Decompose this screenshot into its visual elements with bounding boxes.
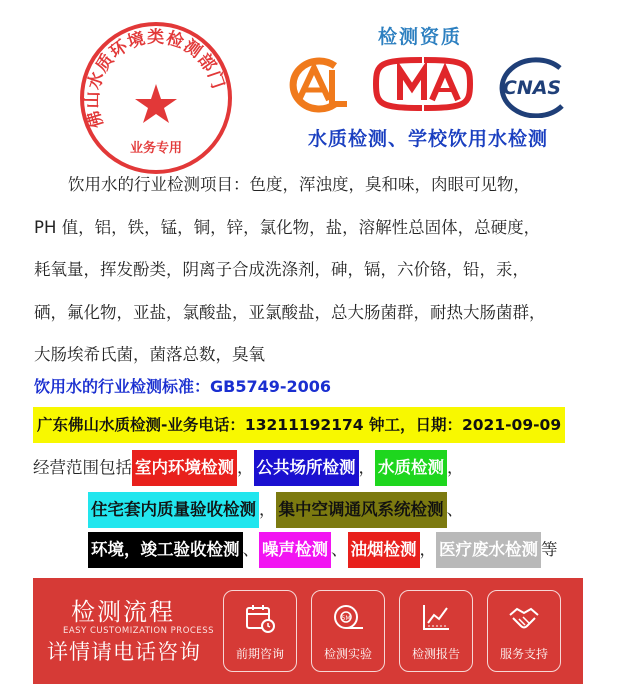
svg-text:佛山水质环境类检测部门: 佛山水质环境类检测部门 (82, 27, 229, 131)
scope-highlight: 噪声检测 (259, 532, 331, 568)
scope-separator: ， (237, 458, 254, 477)
paragraph-line: 耗氧量，挥发酚类，阴离子合成洗涤剂，砷，镉，六价铬，铅，汞， (34, 260, 529, 279)
paragraph-line: 硒，氟化物，亚盐，氯酸盐，亚氯酸盐，总大肠菌群，耐热大肠菌群， (34, 302, 546, 322)
process-banner (33, 578, 583, 684)
contact-line: 广东佛山水质检测-业务电话：13211192174 钟工，日期：2021-09-09 (33, 407, 565, 443)
svg-text:CNAS: CNAS (502, 77, 562, 99)
business-stamp (76, 18, 236, 178)
step-label: 检测实验 (323, 647, 372, 661)
stamp-seal-icon (76, 18, 236, 178)
cal-logo-icon (277, 56, 351, 114)
banner-subtitle: 详情请电话咨询 (47, 640, 201, 664)
step-experiment (311, 590, 385, 672)
svg-text:5M: 5M (341, 615, 351, 622)
scope-highlight: 环境，竣工验收检测 (88, 532, 243, 568)
scope-separator: 、 (242, 540, 259, 559)
scope-highlight: 油烟检测 (348, 532, 420, 568)
cnas-logo (492, 56, 572, 118)
step-support (487, 590, 561, 672)
handshake-icon (507, 601, 541, 635)
scope-line-2 (88, 492, 463, 528)
scope-highlight: 室内环境检测 (132, 450, 237, 486)
scope-line-1 (33, 450, 464, 486)
calendar-icon (243, 601, 277, 635)
paragraph-line: PH 值，铝，铁，锰，铜，锌，氯化物，盐，溶解性总固体，总硬度， (34, 217, 541, 237)
cma-logo-icon (372, 56, 474, 112)
cal-logo (277, 56, 351, 114)
step-label: 前期咨询 (235, 647, 284, 661)
banner-english: EASY CUSTOMIZATION PROCESS (63, 626, 214, 636)
chart-report-icon (419, 601, 453, 635)
qualification-title: 检测资质 (378, 26, 463, 48)
test-standard: 饮用水的行业检测标准：GB5749-2006 (34, 377, 332, 396)
paragraph-line: 饮用水的行业检测项目：色度，浑浊度，臭和味，肉眼可见物， (68, 175, 530, 194)
scope-separator: ， (419, 540, 436, 559)
scope-separator: 、 (446, 500, 463, 519)
banner-title: 检测流程 (71, 598, 175, 626)
scope-prefix: 经营范围包括 (33, 458, 132, 477)
tape-measure-icon (331, 601, 365, 635)
scope-highlight: 住宅套内质量验收检测 (88, 492, 259, 528)
scope-line-3 (88, 532, 558, 568)
cnas-logo-icon (492, 56, 572, 118)
svg-text:业务专用: 业务专用 (129, 141, 183, 156)
scope-highlight: 公共场所检测 (254, 450, 359, 486)
scope-highlight: 集中空调通风系统检测 (276, 492, 447, 528)
service-subtitle: 水质检测、学校饮用水检测 (308, 128, 549, 150)
test-items-paragraph (34, 164, 594, 377)
step-report (399, 590, 473, 672)
scope-highlight: 医疗废水检测 (436, 532, 541, 568)
scope-separator: 等 (541, 540, 558, 559)
scope-separator: 、 (331, 540, 348, 559)
step-consult (223, 590, 297, 672)
scope-separator: ， (358, 458, 375, 477)
cma-logo (372, 56, 474, 112)
scope-highlight: 水质检测 (375, 450, 447, 486)
paragraph-line: 大肠埃希氏菌，菌落总数，臭氧 (34, 345, 265, 364)
step-label: 服务支持 (499, 647, 548, 661)
scope-separator: ， (447, 458, 464, 477)
scope-separator: ， (259, 500, 276, 519)
step-label: 检测报告 (411, 647, 460, 661)
